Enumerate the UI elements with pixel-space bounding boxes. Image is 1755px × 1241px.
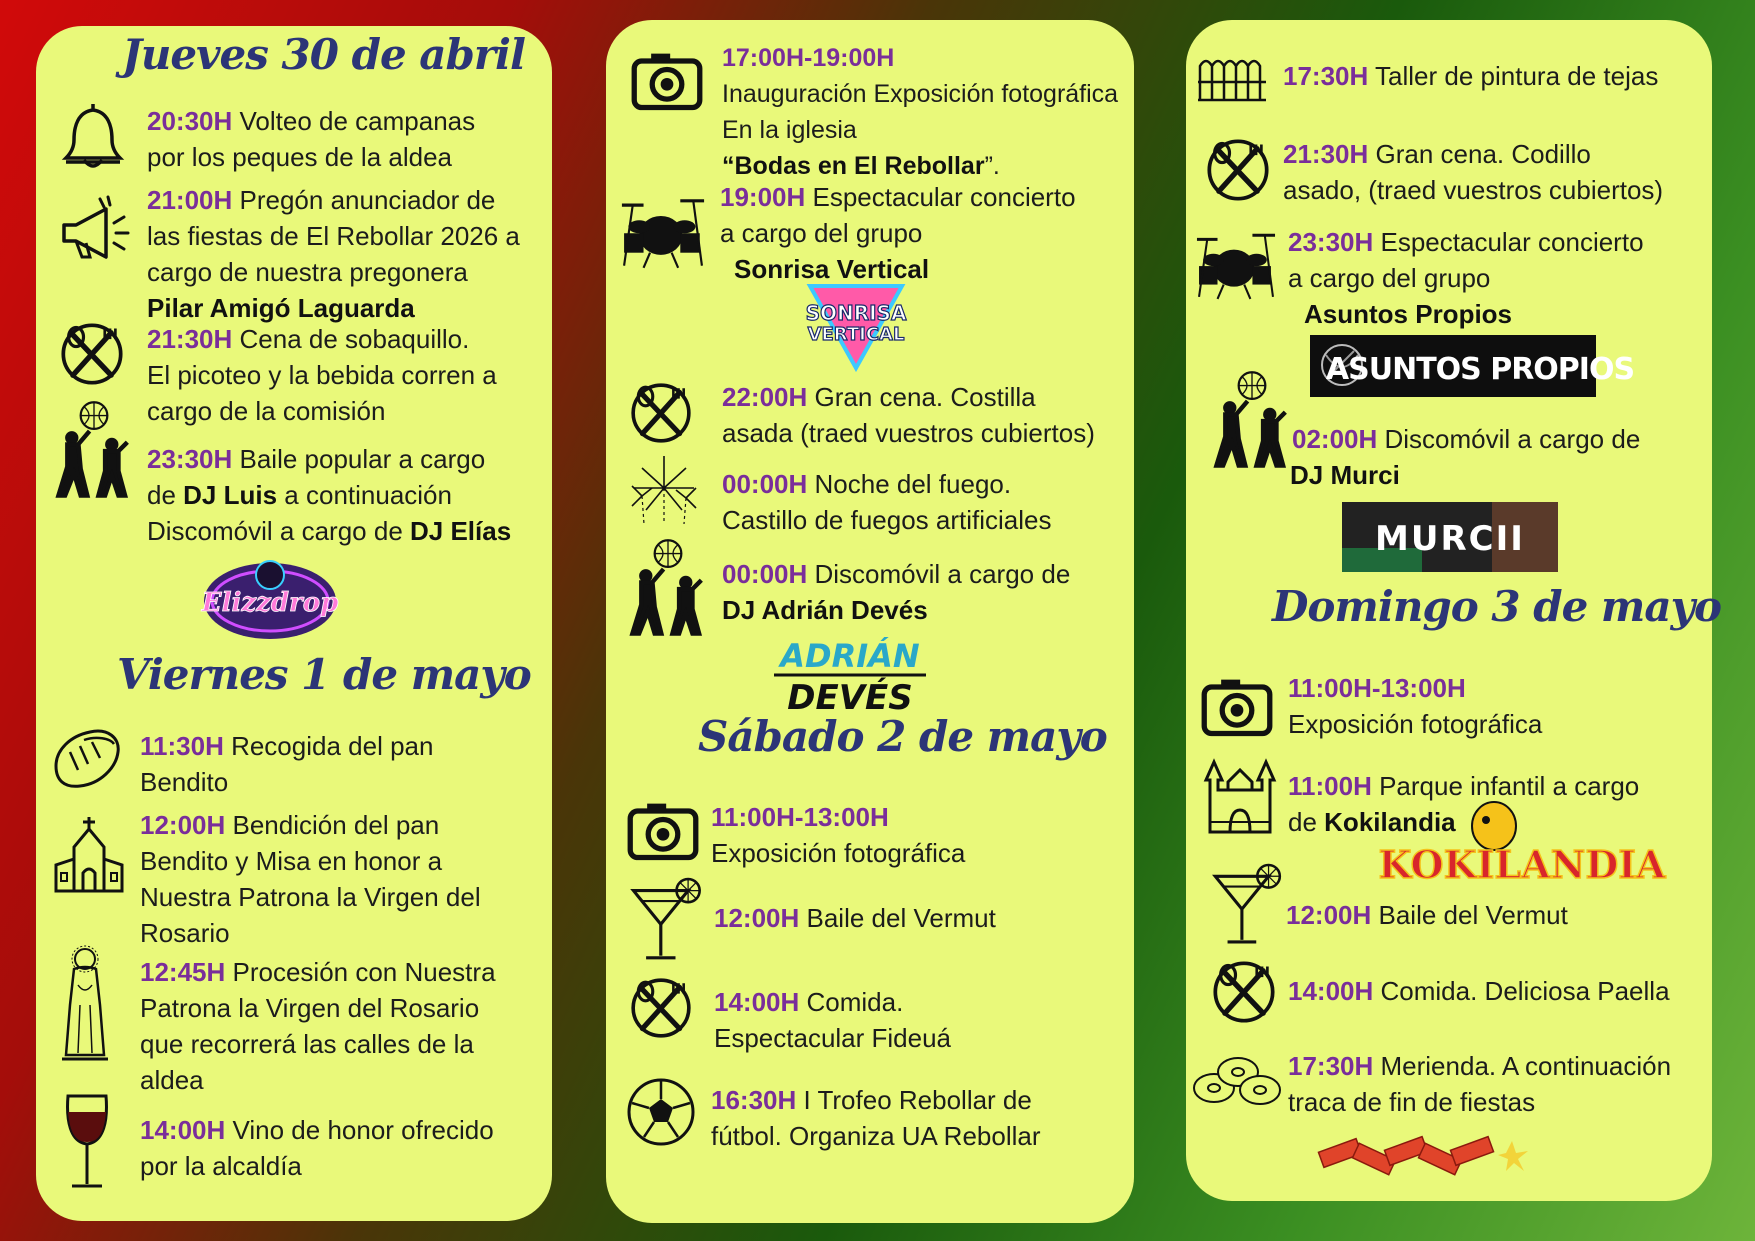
event-taller-tejas: 17:30H Taller de pintura de tejas — [1283, 61, 1659, 91]
event-bendicion-pan: 12:00H Bendición del pan Bendito y Misa en honor a Nuestra Patrona la Virgen del Rosario — [140, 810, 481, 948]
adrian-logo-text-1: ADRIÁN — [780, 637, 920, 675]
virgin-icon — [60, 945, 110, 1065]
sonrisa-logo-text-2: VERTICAL — [807, 324, 905, 345]
adrian-logo-text-2: DEVÉS — [787, 678, 913, 718]
cutlery-icon — [628, 975, 694, 1041]
fireworks-icon — [628, 448, 700, 526]
event-procesion: 12:45H Procesión con Nuestra Patrona la Virgen del Rosario que recorrerá las calles de la aldea — [140, 957, 496, 1095]
day-title-sunday: Domingo 3 de mayo — [1272, 582, 1721, 631]
asuntos-propios-logo — [1310, 335, 1635, 401]
bread-icon — [50, 722, 124, 792]
event-baile-popular: 23:30H Baile popular a cargo de DJ Luis a continuación Discomóvil a cargo de DJ Elías — [147, 444, 512, 546]
day-title-thursday: Jueves 30 de abril — [122, 30, 525, 79]
event-noche-fuego: 00:00H Noche del fuego. Castillo de fuegos artificiales — [722, 469, 1052, 535]
bouncy-castle-icon — [1204, 756, 1276, 834]
dancers-icon — [1206, 370, 1298, 470]
event-inauguracion-exposicion: 17:00H-19:00H Inauguración Exposición fotográfica En la iglesia “Bodas en El Rebollar”. — [722, 44, 1119, 180]
event-discomovil-adrian: 00:00H Discomóvil a cargo de DJ Adrián Devés — [722, 559, 1071, 625]
event-discomovil-murci: 02:00H Discomóvil a cargo de DJ Murci — [1290, 424, 1641, 490]
drums-icon — [615, 190, 711, 270]
drums-icon — [1190, 225, 1282, 301]
event-exposicion-domingo: 11:00H-13:00H Exposición fotográfica — [1288, 673, 1543, 739]
church-icon — [52, 815, 126, 893]
event-comida-paella: 14:00H Comida. Deliciosa Paella — [1288, 976, 1670, 1006]
cocktail-icon — [1208, 864, 1284, 946]
bell-icon — [58, 100, 128, 172]
asuntos-logo-text: ASUNTOS PROPIOS — [1325, 352, 1635, 387]
murci-logo-text: MURCII — [1375, 519, 1525, 559]
event-parque-infantil: 11:00H Parque infantil a cargo de Kokilandia — [1288, 771, 1640, 837]
event-baile-vermut-sabado: 12:00H Baile del Vermut — [714, 903, 996, 933]
dancers-icon — [622, 538, 714, 638]
megaphone-icon — [56, 195, 132, 265]
event-baile-vermut-domingo: 12:00H Baile del Vermut — [1286, 900, 1568, 930]
elizzdrop-logo — [200, 555, 340, 649]
camera-icon — [1200, 672, 1274, 738]
murci-logo — [1342, 502, 1558, 576]
kokilandia-logo — [1378, 800, 1666, 896]
event-concierto-sonrisa: 19:00H Espectacular concierto a cargo del grupo Sonrisa Vertical — [720, 182, 1076, 284]
sonrisa-vertical-logo — [796, 280, 916, 374]
kokilandia-logo-text: KOKILANDIA — [1378, 842, 1666, 887]
sonrisa-logo-text-1: SONRISA — [805, 301, 907, 325]
event-vino-honor: 14:00H Vino de honor ofrecido por la alcaldía — [140, 1115, 494, 1181]
soccer-ball-icon — [626, 1077, 696, 1147]
dancers-icon — [48, 400, 140, 500]
event-cena-sobaquillo: 21:30H Cena de sobaquillo. El picoteo y la bebida corren a cargo de la comisión — [147, 324, 497, 426]
event-trofeo-futbol: 16:30H I Trofeo Rebollar de fútbol. Organiza UA Rebollar — [711, 1085, 1041, 1151]
event-recogida-pan: 11:30H Recogida del pan Bendito — [140, 731, 434, 797]
event-merienda-traca: 17:30H Merienda. A continuación traca de fin de fiestas — [1288, 1051, 1672, 1117]
event-concierto-asuntos: 23:30H Espectacular concierto a cargo del grupo Asuntos Propios — [1288, 227, 1644, 329]
cutlery-icon — [1204, 136, 1272, 204]
day-title-saturday: Sábado 2 de mayo — [698, 712, 1107, 761]
cutlery-icon — [58, 320, 126, 388]
event-comida-fideua: 14:00H Comida. Espectacular Fideuá — [714, 987, 952, 1053]
event-volteo-campanas: 20:30H Volteo de campanas por los peques de la aldea — [147, 106, 476, 172]
day-title-friday: Viernes 1 de mayo — [117, 650, 531, 699]
event-pregon: 21:00H Pregón anunciador de las fiestas de El Rebollar 2026 a cargo de nuestra pregonera Pilar Amigó Laguarda — [147, 185, 520, 323]
roof-tiles-icon — [1196, 52, 1268, 104]
wine-glass-icon — [62, 1090, 112, 1192]
camera-icon — [630, 46, 704, 112]
event-cena-codillo: 21:30H Gran cena. Codillo asado, (traed vuestros cubiertos) — [1283, 139, 1664, 205]
elizzdrop-logo-text: Elizzdrop — [201, 588, 339, 618]
adrian-deves-logo — [770, 633, 930, 717]
camera-icon — [626, 796, 700, 862]
cocktail-icon — [626, 878, 704, 962]
firecracker-icon — [1316, 1125, 1536, 1187]
event-cena-costilla: 22:00H Gran cena. Costilla asada (traed vuestros cubiertos) — [722, 382, 1095, 448]
cutlery-icon — [628, 380, 694, 446]
donuts-icon — [1190, 1050, 1286, 1110]
cutlery-icon — [1210, 958, 1278, 1026]
event-exposicion-sabado: 11:00H-13:00H Exposición fotográfica — [711, 802, 966, 868]
